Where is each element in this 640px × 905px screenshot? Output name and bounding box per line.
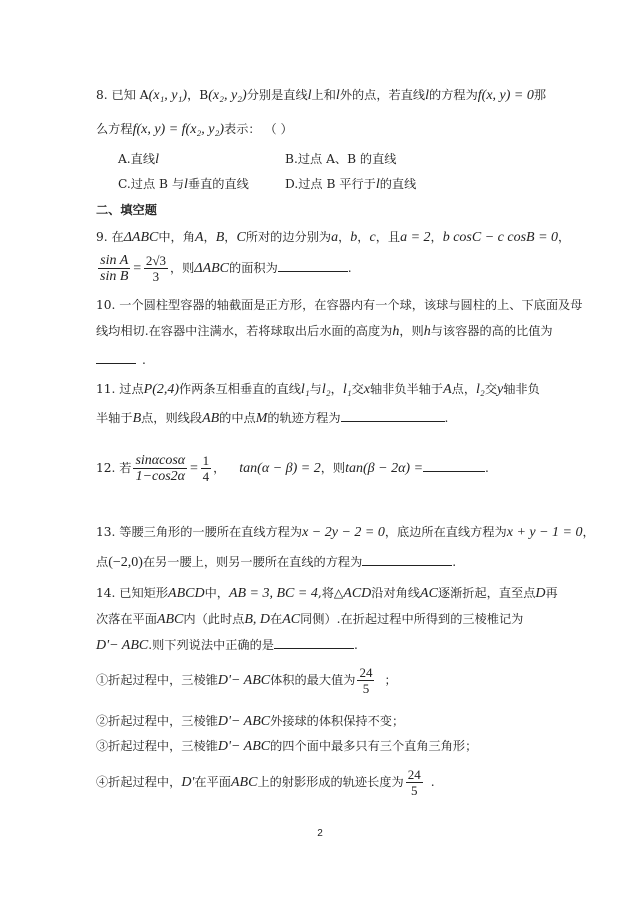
fraction-numerator: 1 (202, 453, 210, 468)
answer-blank (423, 459, 485, 472)
q14-text: 在 (270, 612, 283, 626)
q8-line-l: l (425, 88, 430, 103)
q14-text: 14. 已知矩形 (96, 586, 169, 600)
q13-text: . (452, 555, 457, 569)
q14-text: 沿对角线 (371, 586, 421, 600)
q9-math: b (350, 230, 358, 245)
q11-math: l₂ (321, 382, 331, 397)
q14-math: D' (181, 775, 195, 790)
q12-line (96, 452, 489, 485)
answer-blank (96, 351, 136, 364)
q8-text: 表示： （ ） (224, 122, 293, 136)
q14-line3 (96, 636, 358, 655)
q10-math: h (392, 324, 400, 339)
q8-option-d (285, 175, 416, 194)
q9-text: ， (338, 230, 351, 244)
q14-math: D'− ABC (96, 638, 149, 653)
q9-math: ΔABC (123, 230, 159, 245)
q9-line2 (96, 252, 352, 285)
answer-blank (274, 636, 354, 649)
q8-option-c (118, 175, 249, 194)
q8-line-l: l (335, 88, 340, 103)
q8-text: 那 (533, 88, 547, 102)
q13-line2 (96, 553, 456, 572)
q8-line-l: l (307, 88, 312, 103)
option-math: l (375, 177, 380, 192)
q14-math: ACD (343, 586, 372, 601)
q9-text: ， (430, 230, 443, 244)
q9-text: 9. 在 (96, 230, 124, 244)
q11-line2 (96, 409, 448, 428)
q14-statement-3 (96, 737, 477, 756)
q8-text: 分别是直线 (246, 88, 308, 102)
q13-text: ， (582, 525, 595, 539)
option-label: C.过点 B 与 (118, 177, 185, 191)
q10-text: 线均相切.在容器中注满水，若将球取出后水面的高度为 (96, 324, 393, 338)
q10-text: ，则 (399, 324, 424, 338)
q13-line1 (96, 523, 595, 542)
q9-text: 所对的边分别为 (245, 230, 332, 244)
fraction-denominator: 4 (202, 469, 210, 484)
q8-equation: f(x, y) = f(x₂, y₂) (132, 122, 225, 137)
q11-math: A (443, 382, 452, 397)
q13-text: ，底边所在直线方程为 (384, 525, 507, 539)
q13-math: (−2,0) (108, 555, 143, 570)
q11-text: 的轨迹方程为 (267, 411, 341, 425)
q14-text: 的四个面中最多只有三个直角三角形； (270, 739, 478, 753)
q14-text: 逐渐折起，直至点 (437, 586, 536, 600)
q14-math: D'− ABC (217, 714, 271, 729)
q8-option-b (285, 150, 396, 168)
q9-math: a (331, 230, 339, 245)
q14-math: D (535, 586, 546, 601)
q8-text: 外的点，若直线 (339, 88, 426, 102)
q14-text: ； (384, 673, 397, 687)
q14-text: 再 (545, 586, 558, 600)
q13-text: 13. 等腰三角形的一腰所在直线方程为 (96, 525, 303, 539)
answer-blank (362, 553, 452, 566)
q14-text: 外接球的体积保持不变； (270, 714, 405, 728)
q9-math: c (369, 230, 376, 245)
q9-fraction-right (144, 253, 168, 284)
q9-text: ，则 (169, 261, 195, 275)
q14-text: ①折起过程中，三棱锥 (96, 673, 218, 687)
q14-text: 在平面 (194, 775, 231, 789)
q8-text: 上和 (311, 88, 336, 102)
q14-text: ,将△ (317, 586, 344, 600)
q13-math: x − 2y − 2 = 0 (302, 525, 385, 540)
option-label: 垂直的直线 (187, 177, 249, 191)
q14-text: .则下列说法中正确的是 (148, 638, 274, 652)
q8-point-b: (x₂, y₂) (208, 88, 247, 103)
fraction-numerator: 24 (407, 767, 421, 782)
q11-math: P(2,4) (143, 382, 180, 397)
q11-line1 (96, 380, 540, 399)
q14-line2 (96, 610, 523, 629)
q11-text: 交 (484, 382, 497, 396)
fraction-numerator: 24 (359, 665, 373, 680)
q14-math: D'− ABC (217, 673, 271, 688)
q11-math: x (363, 382, 370, 397)
q14-text: 体积的最大值为 (270, 673, 356, 687)
q14-text: 同侧）.在折起过程中所得到的三棱椎记为 (300, 612, 524, 626)
q11-text: 交 (351, 382, 364, 396)
q10-line2 (96, 322, 553, 341)
q12-math: tan(α − β) = 2 (239, 461, 321, 476)
q14-math: B, D (244, 612, 270, 627)
q10-line1: 10. 一个圆柱型容器的轴截面是正方形，在容器内有一个球，该球与圆柱的上、下底面及母 (96, 298, 583, 312)
q11-text: 轴非负半轴于 (369, 382, 444, 396)
q11-text: 点， (451, 382, 477, 396)
q9-math: B (215, 230, 225, 245)
q14-text: . (354, 638, 358, 652)
q10-math: h (423, 324, 431, 339)
q14-text: 内（此时点 (183, 612, 245, 626)
q8-point-a: (x₁, y₁) (148, 88, 188, 103)
q9-text: ， (203, 230, 216, 244)
q11-math: l₁ (342, 382, 352, 397)
q12-text: . (485, 461, 489, 475)
q14-math: ABCD (168, 586, 205, 601)
q14-math: AB = 3, BC = 4 (228, 586, 318, 601)
q9-fraction-left (98, 253, 130, 284)
q14-math: AC (420, 586, 438, 601)
q8-equation: f(x, y) = 0 (477, 88, 534, 103)
q14-statement-1 (96, 664, 397, 697)
fraction-denominator: 1−cos2α (135, 469, 186, 484)
q11-text: 11. 过点 (96, 382, 144, 396)
q11-text: 点，则线段 (141, 411, 203, 425)
fraction-denominator: 3 (152, 269, 160, 284)
q10-text: . (142, 353, 146, 367)
q8-text: ，B (187, 88, 209, 102)
q9-text: ， (224, 230, 237, 244)
q9-line1 (96, 228, 570, 247)
q11-text: 的中点 (219, 411, 256, 425)
q12-math: tan(β − 2α) = (345, 461, 424, 476)
section-heading: 二、填空题 (96, 203, 157, 217)
q13-text: 点 (96, 555, 109, 569)
q14-math: AC (282, 612, 301, 627)
option-label: B.过点 A、B 的直线 (285, 152, 397, 166)
q9-text: 的面积为 (229, 261, 278, 275)
fraction-denominator: 5 (362, 681, 370, 696)
option-math: l (184, 177, 188, 192)
q11-text: 作两条互相垂直的直线 (179, 382, 301, 396)
q14-math: ABC (156, 612, 184, 627)
q12-text: ， (213, 461, 226, 475)
q12-fraction-left (133, 453, 187, 484)
q14-text: ③折起过程中，三棱锥 (96, 739, 218, 753)
q11-math: l₂ (476, 382, 485, 397)
fraction-denominator: sin B (100, 269, 129, 284)
answer-blank (278, 259, 348, 272)
q11-math: M (255, 411, 268, 426)
q11-math: B (132, 411, 142, 426)
fraction-numerator: 2√3 (145, 253, 166, 268)
fraction-numerator: sin A (98, 253, 130, 269)
q14-text: 中， (204, 586, 229, 600)
q8-text: 的方程为 (429, 88, 478, 102)
q9-math: b cosC − c cosB = 0 (442, 230, 559, 245)
q9-text: ，且 (375, 230, 401, 244)
q8-text: 么方程 (96, 122, 133, 136)
q13-math: x + y − 1 = 0 (506, 525, 583, 540)
page-number: 2 (317, 828, 323, 839)
q10-line3 (96, 351, 146, 369)
q8-line2 (96, 120, 293, 139)
q13-text: 在另一腰上，则另一腰所在直线的方程为 (142, 555, 363, 569)
q14-math: ABC (230, 775, 258, 790)
q14-math: D'− ABC (217, 739, 271, 754)
option-label: A.直线 (118, 152, 156, 166)
q14-statement-2 (96, 712, 404, 731)
option-label: 的直线 (379, 177, 417, 191)
option-label: D.过点 B 平行于 (285, 177, 376, 191)
q14-line1 (96, 584, 558, 603)
q11-text: ， (330, 382, 343, 396)
q9-math: A (194, 230, 204, 245)
q12-fraction-right (201, 453, 212, 484)
q14-text: 次落在平面 (96, 612, 157, 626)
q11-math: l₁ (300, 382, 310, 397)
q11-math: y (497, 382, 504, 397)
q9-text: . (347, 261, 352, 275)
q14-text: ④折起过程中， (96, 775, 182, 789)
q11-text: 与 (309, 382, 322, 396)
fraction-numerator: sinαcosα (135, 453, 186, 468)
q14-text: ②折起过程中，三棱锥 (96, 714, 218, 728)
q14-text: 上的射影形成的轨迹长度为 (257, 775, 404, 789)
option-math: l (155, 152, 159, 167)
q11-math: AB (202, 411, 220, 426)
q9-text: ， (558, 230, 571, 244)
q12-text: 12. 若 (96, 461, 132, 475)
q9-math: = (132, 261, 142, 276)
fraction-denominator: 5 (410, 783, 418, 798)
q14-fraction (406, 767, 423, 798)
q12-text: ，则 (320, 461, 346, 475)
q12-math: = (189, 461, 199, 476)
q9-text: 中，角 (158, 230, 195, 244)
q14-text: . (430, 775, 435, 789)
q11-text: 半轴于 (96, 411, 133, 425)
q9-text: ， (357, 230, 370, 244)
q8-text: 8. 已知 A (96, 88, 149, 102)
q11-text: . (444, 411, 449, 425)
q9-math: a = 2 (400, 230, 431, 245)
answer-blank (341, 409, 445, 422)
q8-line1 (96, 86, 546, 105)
q10-text: 与该容器的高的比值为 (430, 324, 553, 338)
q11-text: 轴非负 (503, 382, 540, 396)
q14-fraction (357, 665, 374, 696)
q9-math: ΔABC (194, 261, 230, 276)
q14-statement-4 (96, 766, 435, 799)
q9-math: C (236, 230, 246, 245)
q8-option-a (118, 150, 159, 169)
